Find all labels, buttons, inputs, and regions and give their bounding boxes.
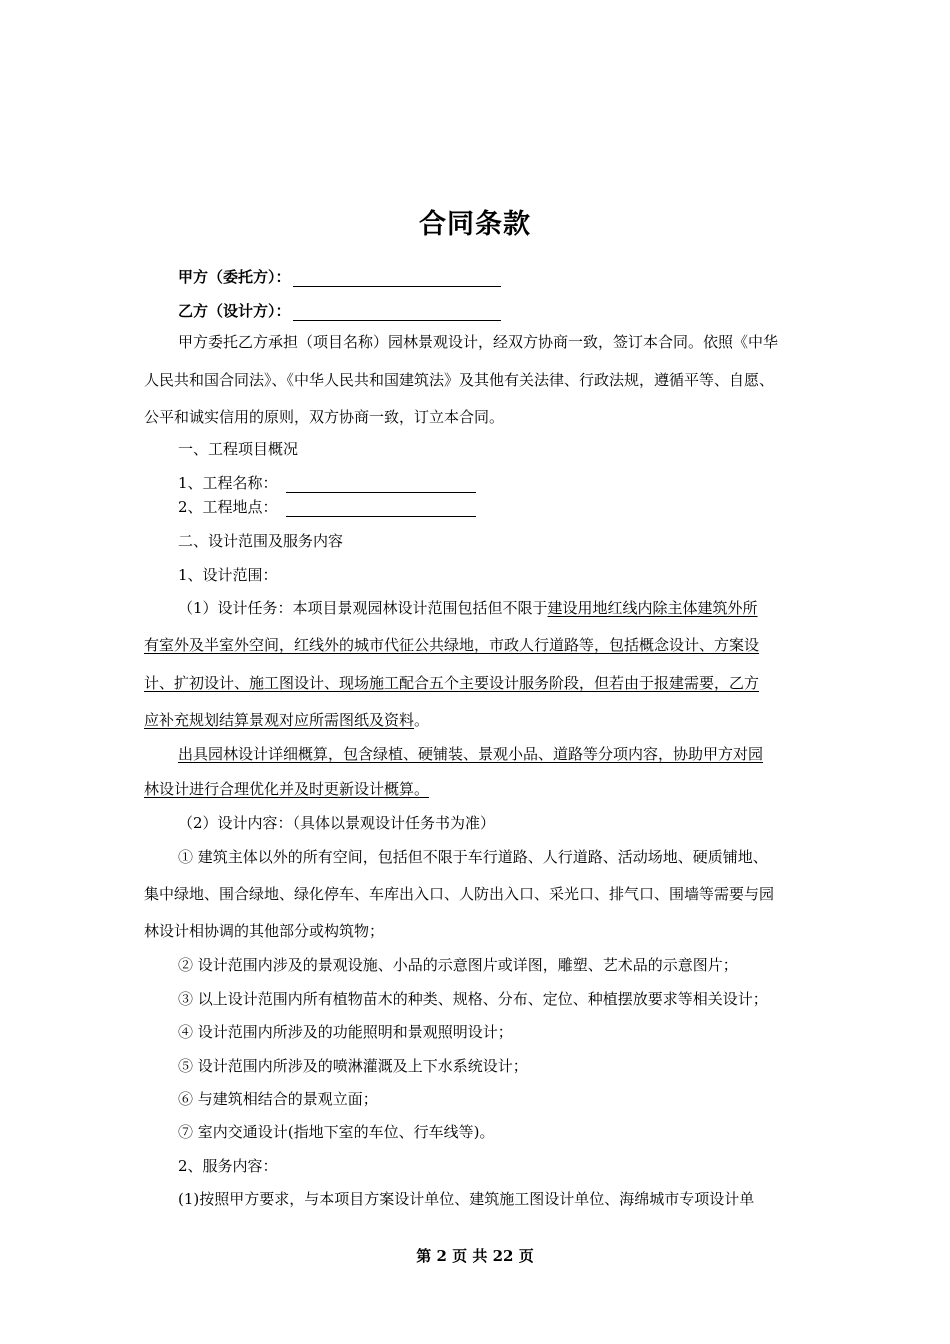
estimate-line-2: 林设计进行合理优化并及时更新设计概算。 [144, 780, 430, 798]
task-end: 。 [414, 711, 430, 729]
party-b-label: 乙方（设计方）： [178, 302, 291, 320]
project-name-blank[interactable] [286, 477, 476, 493]
project-location-label: 2、工程地点： [178, 498, 278, 516]
service-line-1: (1)按照甲方要求，与本项目方案设计单位、建筑施工图设计单位、海绵城市专项设计单 [178, 1190, 755, 1208]
project-name-field [178, 474, 848, 493]
estimate-line-1: 出具园林设计详细概算，包含绿植、硬铺装、景观小品、道路等分项内容，协助甲方对园 [178, 745, 764, 763]
intro-line-3: 公平和诚实信用的原则，双方协商一致，订立本合同。 [144, 408, 505, 426]
task-underlined-4: 应补充规划结算景观对应所需图纸及资料 [144, 711, 415, 729]
task-line-1 [178, 599, 848, 618]
item-2: ② 设计范围内涉及的景观设施、小品的示意图片或详图，雕塑、艺术品的示意图片； [178, 956, 738, 974]
section-heading-1: 一、工程项目概况 [178, 440, 299, 458]
project-location-blank[interactable] [286, 501, 476, 517]
scope-heading: 1、设计范围： [178, 566, 278, 584]
content-heading: （2）设计内容：（具体以景观设计任务书为准） [178, 814, 496, 832]
task-line-2: 有室外及半室外空间，红线外的城市代征公共绿地，市政人行道路等，包括概念设计、方案设 [144, 636, 760, 654]
item-7: ⑦ 室内交通设计(指地下室的车位、行车线等)。 [178, 1123, 495, 1141]
party-b-line [178, 300, 501, 321]
project-location-field [178, 498, 848, 517]
item-4: ④ 设计范围内所涉及的功能照明和景观照明设计； [178, 1023, 513, 1041]
intro-line-1: 甲方委托乙方承担（项目名称）园林景观设计，经双方协商一致，签订本合同。依照《中华 [178, 333, 779, 351]
item-1-line-3: 林设计相协调的其他部分或构筑物； [144, 922, 385, 940]
service-heading: 2、服务内容： [178, 1157, 278, 1175]
item-1-line-2: 集中绿地、围合绿地、绿化停车、车库出入口、人防出入口、采光口、排气口、围墙等需要与园 [144, 885, 775, 903]
page-title: 合同条款 [419, 209, 531, 240]
item-1-line-1: ① 建筑主体以外的所有空间，包括但不限于车行道路、人行道路、活动场地、硬质铺地、 [178, 848, 768, 866]
party-a-line [178, 266, 501, 287]
section-heading-2: 二、设计范围及服务内容 [178, 532, 344, 550]
task-line-4 [144, 711, 814, 730]
task-underlined-1: 建设用地红线内除主体建筑外所 [547, 599, 758, 617]
item-5: ⑤ 设计范围内所涉及的喷淋灌溉及上下水系统设计； [178, 1057, 528, 1075]
task-prefix: （1）设计任务：本项目景观园林设计范围包括但不限于 [178, 599, 548, 617]
task-line-3: 计、扩初设计、施工图设计、现场施工配合五个主要设计服务阶段，但若由于报建需要，乙方 [144, 674, 760, 692]
intro-line-2: 人民共和国合同法》、《中华人民共和国建筑法》及其他有关法律、行政法规，遵循平等、自愿、 [144, 371, 775, 389]
page-footer: 第 2 页 共 22 页 [416, 1247, 534, 1265]
project-name-label: 1、工程名称： [178, 474, 278, 492]
item-6: ⑥ 与建筑相结合的景观立面； [178, 1090, 378, 1108]
party-b-blank[interactable] [293, 304, 501, 321]
item-3: ③ 以上设计范围内所有植物苗木的种类、规格、分布、定位、种植摆放要求等相关设计； [178, 990, 768, 1008]
party-a-blank[interactable] [293, 270, 501, 287]
party-a-label: 甲方（委托方）： [178, 268, 291, 286]
